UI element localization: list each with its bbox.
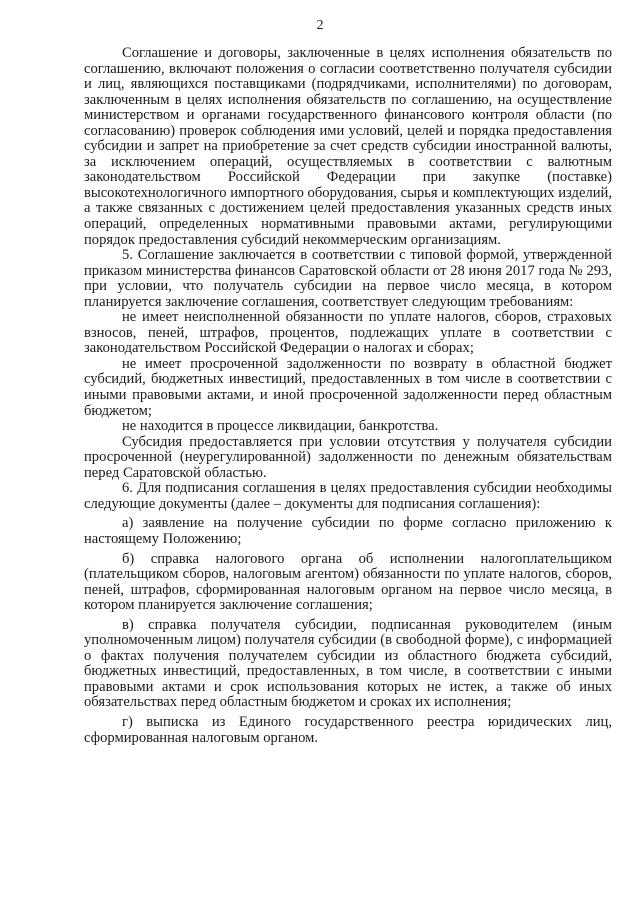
paragraph-requirement-debt: не имеет просроченной задолженности по возврату в областной бюджет субсидий, бюджетных инвестиций, предоставленных в том числе в соответствии с иными правовыми актами, и иной просроченной задолженности перед областным бюджетом; bbox=[84, 355, 612, 419]
paragraph-requirement-taxes: не имеет неисполненной обязанности по уплате налогов, сборов, страховых взносов, пеней, штрафов, процентов, подлежащих уплате в соответствии с законодательством Российской Федерации о налогах и сборах; bbox=[84, 309, 612, 357]
paragraph-item-a: а) заявление на получение субсидии по форме согласно приложению к настоящему Положению; bbox=[84, 515, 612, 547]
paragraph-item-b: б) справка налогового органа об исполнении налогоплательщиком (плательщиком сборов, налоговым агентом) обязанности по уплате налогов, сборов, пеней, штрафов, сформированная налоговым органом на первое число месяца, в котором планируется заключение соглашения; bbox=[84, 550, 612, 614]
paragraph-item-v: в) справка получателя субсидии, подписанная руководителем (иным уполномоченным лицом) получателя субсидии (в свободной форме), с информацией о фактах получения получателем субсидии из областного бюджета субсидий, бюджетных инвестиций, предоставленных, в том числе, в соответствии с иными правовыми актами и срок использования которых не истек, а также об иных обязательствах перед областным бюджетом и сроках их исполнения; bbox=[84, 616, 612, 711]
paragraph-clause-6: 6. Для подписания соглашения в целях предоставления субсидии необходимы следующие документы (далее – документы для подписания соглашения): bbox=[84, 480, 612, 512]
paragraph-requirement-liquidation: не находится в процессе ликвидации, банкротства. bbox=[122, 418, 439, 435]
paragraph-subsidy-condition: Субсидия предоставляется при условии отсутствия у получателя субсидии просроченной (неурегулированной) задолженности по денежным обязательствам перед Саратовской областью. bbox=[84, 433, 612, 481]
page-number: 2 bbox=[316, 18, 324, 33]
paragraph-clause-5: 5. Соглашение заключается в соответствии с типовой формой, утвержденной приказом министерства финансов Саратовской области от 28 июня 2017 года № 293, при условии, что получатель субсидии на первое число месяца, в котором планируется заключение соглашения, соответствует следующим требованиям: bbox=[84, 247, 612, 310]
paragraph-item-g: г) выписка из Единого государственного реестра юридических лиц, сформированная налоговым органом. bbox=[84, 713, 612, 746]
document-body bbox=[84, 46, 612, 746]
paragraph-agreement-contracts: Соглашение и договоры, заключенные в целях исполнения обязательств по соглашению, включают положения о согласии соответственно получателя субсидии и лиц, являющихся поставщиками (подрядчиками, исполнителями) по договорам, заключенным в целях исполнения обязательств по соглашению, на осуществление министерством и органами государственного финансового контроля области (по согласованию) проверок соблюдения ими условий, целей и порядка предоставления субсидии и запрет на приобретение за счет средств субсидии иностранной валюты, за исключением операций, осуществляемых в соответствии с валютным законодательством Российской Федерации при закупке (поставке) высокотехнологичного импортного оборудования, сырья и комплектующих изделий, а также связанных с достижением целей предоставления указанных средств иных операций, определенных нормативными правовыми актами, регулирующими порядок предоставления субсидий некоммерческим организациям. bbox=[84, 45, 612, 248]
